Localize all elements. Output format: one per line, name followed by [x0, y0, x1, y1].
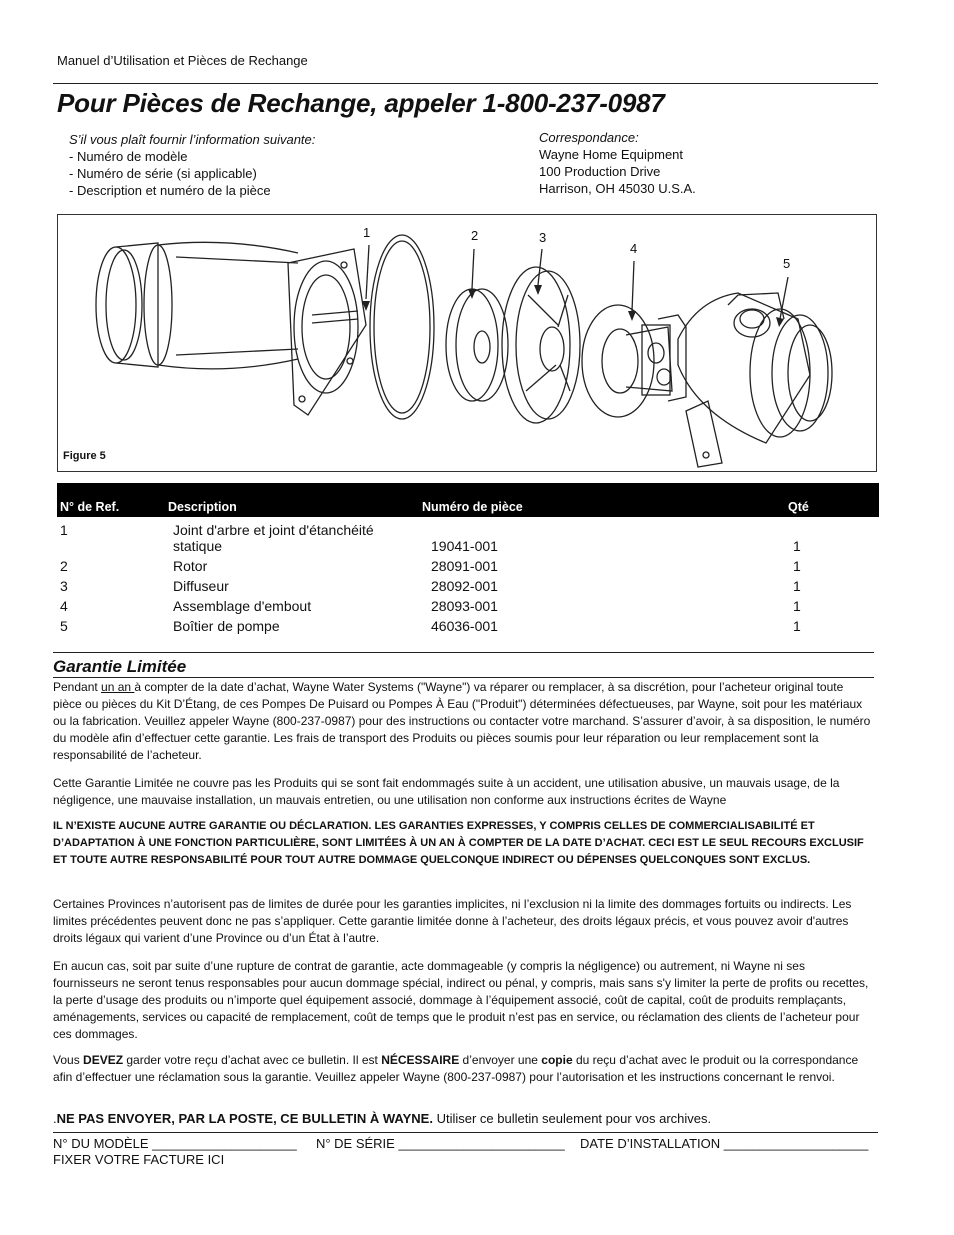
section-rule: [53, 652, 874, 653]
cell-qty: 1: [793, 618, 801, 634]
cell-ref: 3: [60, 578, 68, 594]
cell-ref: 1: [60, 522, 68, 538]
warranty-duration: un an: [101, 680, 135, 694]
cell-ref: 4: [60, 598, 68, 614]
notice-bold: NE PAS ENVOYER, PAR LA POSTE, CE BULLETIN À WAYNE.: [56, 1111, 433, 1126]
cell-description: Rotor: [173, 558, 208, 574]
warranty-emphasis: NÉCESSAIRE: [381, 1053, 460, 1067]
request-item: - Description et numéro de la pièce: [69, 183, 271, 198]
cell-description: Assemblage d'embout: [173, 598, 312, 614]
parts-table: [57, 483, 879, 634]
address-line: Harrison, OH 45030 U.S.A.: [539, 181, 696, 196]
notice-prefix: .: [53, 1111, 57, 1126]
correspondence-label: Correspondance:: [539, 130, 639, 145]
warranty-text: garder votre reçu d’achat avec ce bulletin. Il est: [123, 1053, 382, 1067]
request-intro: S’il vous plaît fournir l’information suivante:: [69, 132, 316, 147]
col-header-part-number: Numéro de pièce: [422, 500, 523, 514]
figure-box: [57, 214, 877, 472]
warranty-paragraph-1: [53, 679, 873, 764]
seal-ring-drawing: [370, 235, 434, 419]
table-row: [57, 554, 879, 574]
rotor-drawing: [446, 289, 508, 401]
end-assembly-drawing: [582, 305, 686, 417]
running-header: Manuel d’Utilisation et Pièces de Rechange: [57, 53, 308, 68]
warranty-emphasis: copie: [541, 1053, 573, 1067]
warranty-text: Pendant: [53, 680, 102, 694]
record-fields: [53, 1136, 875, 1151]
cell-qty: 1: [793, 558, 801, 574]
table-row: [57, 614, 879, 634]
warranty-paragraph-2: [53, 775, 873, 809]
warranty-heading: Garantie Limitée: [53, 657, 187, 676]
callout-4: 4: [630, 241, 638, 256]
warranty-paragraph-6: [53, 1052, 873, 1086]
warranty-emphasis: DEVEZ: [83, 1053, 124, 1067]
col-header-description: Description: [168, 500, 237, 514]
cell-qty: 1: [793, 578, 801, 594]
cell-part-number: 19041-001: [431, 538, 498, 554]
warranty-text: Vous: [53, 1053, 84, 1067]
cell-part-number: 28093-001: [431, 598, 498, 614]
cell-description: Diffuseur: [173, 578, 229, 594]
callout-5: 5: [783, 256, 791, 271]
address-line: Wayne Home Equipment: [539, 147, 684, 162]
warranty-disclaimer: IL N’EXISTE AUCUNE AUTRE GARANTIE OU DÉCLARATION. LES GARANTIES EXPRESSES, Y COMPRIS CELLES DE COMMERCIALISABILITÉ ET D’ADAPTATION À UNE FONCTION PARTICULIÈRE, SONT LIMITÉES À UN AN À COMPTER DE LA DATE D’ACHAT. CECI EST LE SEUL RECOURS EXCLUSIF ET TOUTE AUTRE RESPONSABILITÉ POUR TOUT AUTRE DOMMAGE QUELCONQUE INDIRECT OU DÉPENSES QUELCONQUES SONT EXCLUS.: [53, 820, 864, 866]
warranty-paragraph-5: [53, 958, 873, 1043]
cell-part-number: 46036-001: [431, 618, 498, 634]
heading-rule: [53, 677, 874, 678]
serial-number-field: N° DE SÉRIE _______________________: [315, 1136, 565, 1151]
fields-rule: [53, 1132, 878, 1133]
header-rule: [53, 83, 878, 84]
callout-2: 2: [471, 228, 479, 243]
cell-qty: 1: [793, 538, 801, 554]
cell-part-number: 28092-001: [431, 578, 498, 594]
correspondence-block: [539, 129, 696, 197]
install-date-field: DATE D’INSTALLATION ____________________: [580, 1136, 869, 1151]
cell-description: Boîtier de pompe: [173, 618, 280, 634]
cell-part-number: 28091-001: [431, 558, 498, 574]
warranty-text: d’envoyer une: [459, 1053, 542, 1067]
model-number-field: N° DU MODÈLE ____________________: [53, 1136, 297, 1151]
table-row: [57, 517, 879, 554]
warranty-text: En aucun cas, soit par suite d’une rupture de contrat de garantie, acte dommageable (y compris la négligence) ou autrement, ni Wayne ni ses fournisseurs ne seront tenus responsables pour aucun dommage spécial, indirect ou pénal, y compris, mais sans s'y limiter la perte de profits ou recettes, la perte d’usage des produits ou n’importe quel équipement associé, dommage à l’équipement associé, coût de capital, coût de produits remplaçants, aménagements, services ou capacité de remplacement, coût de temps que le produit n’est pas en service, ou réclamation des clients de l’acheteur pour ces dommages.: [53, 959, 869, 1041]
pump-exploded-diagram: [58, 215, 876, 471]
warranty-text: Cette Garantie Limitée ne couvre pas les Produits qui se sont fait endommagés suite à un accident, une utilisation abusive, un mauvais usage, de la négligence, une mauvaise installation, un mauvais entretien, ou une utilisation non conforme aux instructions écrites de Wayne: [53, 776, 840, 807]
notice-text: Utiliser ce bulletin seulement pour vos archives.: [432, 1111, 712, 1126]
cell-qty: 1: [793, 598, 801, 614]
callout-1: 1: [363, 225, 371, 240]
motor-drawing: [96, 242, 366, 415]
request-info: [69, 131, 315, 199]
pump-housing-drawing: [678, 293, 832, 467]
callout-3: 3: [539, 230, 547, 245]
page-title: Pour Pièces de Rechange, appeler 1-800-237-0987: [57, 88, 665, 118]
col-header-ref: N° de Ref.: [60, 500, 120, 514]
warranty-text: du reçu d’achat avec le produit ou la correspondance afin d’effectuer une réclamation sous la garantie. Veuillez appeler Wayne (800-237-0987) pour l’autorisation et les instructions concernant le renvoi.: [53, 1053, 859, 1084]
col-header-qty: Qté: [788, 500, 809, 514]
table-row: [57, 594, 879, 614]
figure-label: Figure 5: [63, 450, 106, 462]
request-item: - Numéro de série (si applicable): [69, 166, 257, 181]
cell-description: Joint d'arbre et joint d'étanchéité statique: [173, 522, 374, 554]
cell-ref: 2: [60, 558, 68, 574]
mail-notice: [53, 1111, 711, 1126]
warranty-paragraph-4: [53, 896, 873, 947]
parts-table-header: [57, 483, 879, 517]
warranty-text: Certaines Provinces n’autorisent pas de limites de durée pour les garanties implicites, ni l’exclusion ni la limite des dommages fortuits ou indirects. Les limites précédentes peuvent donc ne pas s’appliquer. Cette garantie limitée donne à l’acheteur, des droits légaux précis, et vous pouvez avoir d'autres droits légaux qui varient d’une Province ou d’un État à l’autre.: [53, 897, 852, 945]
address-line: 100 Production Drive: [539, 164, 661, 179]
diffuser-drawing: [502, 267, 580, 423]
table-row: [57, 574, 879, 594]
warranty-text: à compter de la date d’achat, Wayne Water Systems ("Wayne") va réparer ou remplacer, à sa discrétion, pour l’acheteur original toute pièce ou pièces du Kit D’Étang, de ces Pompes De Puisard ou Pompes À Eau ("Produit") déterminées défectueuses, par Wayne, soit pour les matériaux ou la fabrication. Veuillez appeler Wayne (800-237-0987) pour des instructions ou contacter votre marchand. S’assurer d’avoir, à sa disposition, le numéro du modèle afin d’effectuer cette garantie. Les frais de transport des Produits ou pièces soumis pour leur réparation ou leur remplacement sont la responsabilité de l’acheteur.: [53, 680, 871, 762]
cell-ref: 5: [60, 618, 68, 634]
request-item: - Numéro de modèle: [69, 149, 188, 164]
attach-invoice-label: FIXER VOTRE FACTURE ICI: [53, 1152, 225, 1167]
